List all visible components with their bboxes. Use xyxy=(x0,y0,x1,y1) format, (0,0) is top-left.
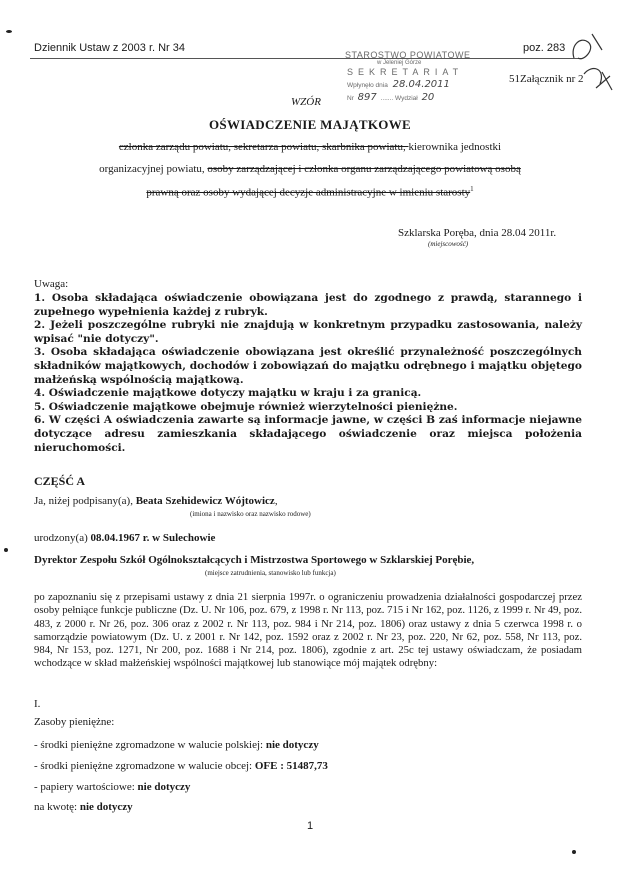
signer-prefix: Ja, niżej podpisany(a), xyxy=(34,495,133,507)
note-item: 1. Osoba składająca oświadczenie obowiązana jest do zgodnego z prawdą, starannego i zupełnego wypełnienia każdej z rubryk. xyxy=(34,292,582,318)
notes-list xyxy=(34,292,582,455)
signer-suffix: , xyxy=(274,495,278,507)
fx-funds-value: OFE : 51487,73 xyxy=(254,760,328,772)
employer-line: Dyrektor Zespołu Szkół Ogólnokształcących i Mistrzostwa Sportowego w Szklarskiej Porębie, xyxy=(34,554,475,566)
section-numeral: I. xyxy=(34,698,41,710)
scan-speck xyxy=(6,30,12,33)
fx-funds-label: - środki pieniężne zgromadzone w walucie obcej: xyxy=(34,760,253,772)
journal-header: Dziennik Ustaw z 2003 r. Nr 34 xyxy=(34,42,186,54)
stamp-no-value: 897 xyxy=(357,92,377,103)
subtitle-kept-2: organizacyjnej powiatu, xyxy=(99,163,208,175)
employer-caption: (miejsce zatrudnienia, stanowisko lub funkcja) xyxy=(205,569,336,577)
signature-mark xyxy=(566,28,616,98)
note-item: 6. W części A oświadczenia zawarte są informacje jawne, w części B zaś informacje niejawne dotyczące adresu zamieszkania składającego oświadczenie oraz miejsca położenia nieruchomości. xyxy=(34,414,582,454)
place-caption: (miejscowość) xyxy=(428,240,469,248)
subtitle-struck-2: osoby zarządzającej i członka organu zarządzającego powiatową osobą xyxy=(207,163,521,175)
funds-heading: Zasoby pieniężne: xyxy=(34,716,115,728)
note-item: 5. Oświadczenie majątkowe obejmuje również wierzytelności pieniężne. xyxy=(34,400,458,413)
signer-line xyxy=(34,495,278,507)
subtitle-line-2 xyxy=(20,163,600,175)
legal-paragraph: po zapoznaniu się z przepisami ustawy z dnia 21 sierpnia 1997r. o ograniczeniu prowadzenia działalności gospodarczej przez osoby pełniące funkcje publiczne (Dz. U. Nr 106, poz. 679, z 1998 r. Nr 113, poz. 715 i Nr 162, poz. 1126, z 1999 r. Nr 49, poz. 483, z 2000 r. Nr 26, poz. 306 oraz z 2002 r. Nr 113, poz. 984 i Nr 214, poz. 1806) oraz ustawy z dnia 5 czerwca 1998 r. o samorządzie powiatowym (Dz. U. z 2001 r. Nr 142, poz. 1592 oraz z 2002 r. Nr 23, poz. 220, Nr 62, poz. 558, Nr 113, poz. 984, Nr 153, poz. 1271, Nr 200, poz. 1688 i Nr 214, poz. 1806), zgodnie z art. 25c tej ustawy oświadczam, że posiadam wchodzące w skład małżeńskiej wspólności majątkowej lub stanowiące mój majątek odrębny: xyxy=(34,591,582,670)
subtitle-line-3 xyxy=(20,185,600,199)
scan-speck xyxy=(4,548,8,552)
registry-stamp xyxy=(343,50,483,108)
stamp-office: STAROSTWO POWIATOWE xyxy=(345,50,471,60)
stamp-dept-label: Wydział xyxy=(395,95,418,102)
annex-label: 51Załącznik nr 2 xyxy=(509,73,584,85)
footnote-ref: 1 xyxy=(470,185,474,193)
subtitle-struck-1: członka zarządu powiatu, sekretarza powiatu, skarbnika powiatu, xyxy=(118,141,409,153)
born-prefix: urodzony(a) xyxy=(34,532,88,544)
signer-name: Beata Szehidewicz Wójtowicz xyxy=(135,495,275,507)
securities-row xyxy=(34,781,190,793)
header-rule xyxy=(30,58,582,59)
notes-heading: Uwaga: xyxy=(34,278,69,290)
subtitle-struck-3: prawną oraz osoby wydającej decyzje administracyjne w imieniu starosty xyxy=(146,186,471,199)
stamp-received-row xyxy=(347,79,450,90)
signer-caption: (imiona i nazwisko oraz nazwisko rodowe) xyxy=(190,510,311,518)
born-value: 08.04.1967 r. w Sulechowie xyxy=(90,532,216,544)
amount-value: nie dotyczy xyxy=(79,801,133,813)
scan-speck xyxy=(572,850,576,854)
born-line xyxy=(34,532,215,544)
stamp-received-value: 28.04.2011 xyxy=(392,79,450,90)
position-header: poz. 283 xyxy=(523,42,566,54)
amount-label: na kwotę: xyxy=(34,801,78,813)
subtitle-line-1 xyxy=(20,141,600,153)
subtitle-kept-1: kierownika jednostki xyxy=(408,141,502,153)
securities-label: - papiery wartościowe: xyxy=(34,781,135,793)
fx-funds-row xyxy=(34,760,328,772)
stamp-no-label: Nr xyxy=(347,95,354,102)
page-number: 1 xyxy=(306,820,314,832)
form-template-label: WZÓR xyxy=(291,96,321,108)
stamp-secretariat: SEKRETARIAT xyxy=(347,67,464,77)
stamp-received-label: Wpłynęło dnia xyxy=(347,82,388,89)
note-item: 4. Oświadczenie majątkowe dotyczy majątku w kraju i za granicą. xyxy=(34,387,422,400)
stamp-dept-value: 20 xyxy=(421,92,435,103)
note-item: 3. Osoba składająca oświadczenie obowiązana jest określić przynależność poszczególnych składników majątkowych, dochodów i zobowiązań do majątku odrębnego i majątku objętego małżeńską wspólnością majątkową. xyxy=(34,346,582,386)
pln-funds-label: - środki pieniężne zgromadzone w walucie polskiej: xyxy=(34,739,264,751)
amount-row xyxy=(34,801,133,813)
pln-funds-value: nie dotyczy xyxy=(265,739,319,751)
securities-value: nie dotyczy xyxy=(137,781,191,793)
stamp-number-row: Nr 897 ....... Wydział 20 xyxy=(347,92,435,103)
stamp-city: w Jeleniej Górze xyxy=(377,60,422,66)
part-a-heading: CZĘŚĆ A xyxy=(34,474,86,488)
pln-funds-row xyxy=(34,739,319,751)
note-item: 2. Jeżeli poszczególne rubryki nie znajdują w konkretnym przypadku zastosowania, należy wpisać "nie dotyczy". xyxy=(34,319,582,345)
document-title: OŚWIADCZENIE MAJĄTKOWE xyxy=(209,117,411,132)
place-date: Szklarska Poręba, dnia 28.04 2011r. xyxy=(398,227,557,239)
